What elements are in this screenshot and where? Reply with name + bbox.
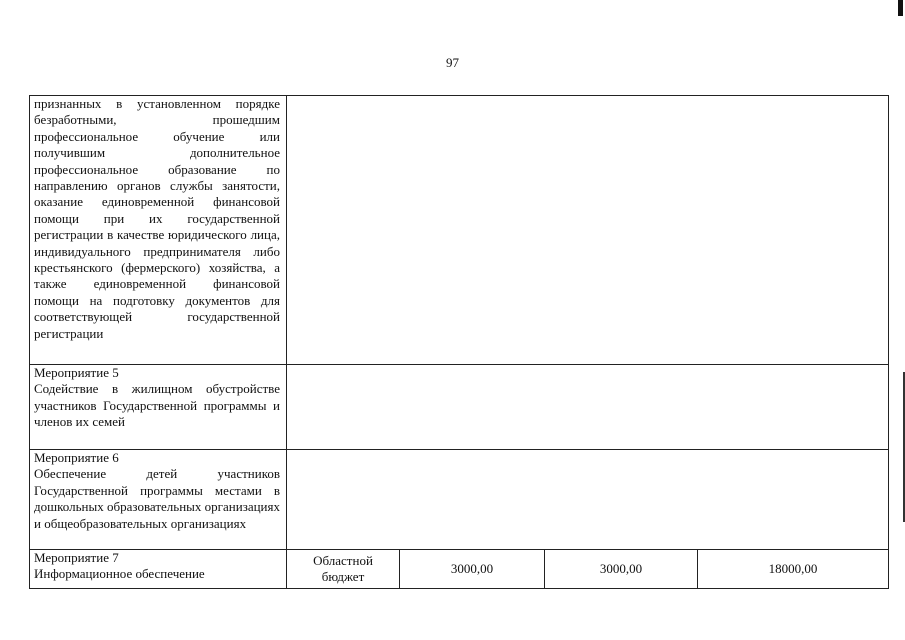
program-measures-table	[29, 95, 889, 589]
empty-cell	[287, 450, 888, 549]
measure-heading: Мероприятие 5	[34, 365, 119, 380]
measure-description: Содействие в жилищном обустройстве участников Государственной программы и членов их семей	[34, 381, 280, 430]
empty-cell	[287, 365, 888, 449]
measure-description: признанных в установленном порядке безработными, прошедшим профессиональное обучение или получившим дополнительное профессиональное образование по направлению органов службы занятости, оказание единовременной финансовой помощи при их государственной регистрации в качестве юридического лица, индивидуального предпринимателя либо крестьянского (фермерского) хозяйства, а также единовременной финансовой помощи на подготовку документов для соответствующей государственной регистрации	[34, 96, 280, 341]
table-row	[30, 365, 286, 449]
measure-heading: Мероприятие 7	[34, 550, 119, 565]
amount-cell	[400, 550, 544, 588]
measure-description: Обеспечение детей участников Государственной программы местами в дошкольных образовательных организациях и общеобразовательных организациях	[34, 466, 280, 531]
amount-cell	[545, 550, 697, 588]
measure-heading: Мероприятие 6	[34, 450, 119, 465]
table-border-bottom	[29, 588, 889, 589]
amount-cell	[698, 550, 888, 588]
table-row	[30, 550, 286, 588]
amount-value: 3000,00	[599, 560, 643, 576]
page-number: 97	[446, 55, 459, 70]
table-row	[30, 96, 286, 364]
table-row	[30, 450, 286, 549]
funding-source: Областной бюджет	[313, 552, 373, 584]
empty-cell	[287, 96, 888, 364]
scan-edge-mark	[898, 0, 903, 16]
measure-description: Информационное обеспечение	[34, 566, 205, 582]
amount-value: 3000,00	[450, 560, 494, 576]
funding-source-cell	[287, 550, 399, 588]
amount-value: 18000,00	[768, 560, 818, 576]
table-border-right	[888, 95, 889, 589]
